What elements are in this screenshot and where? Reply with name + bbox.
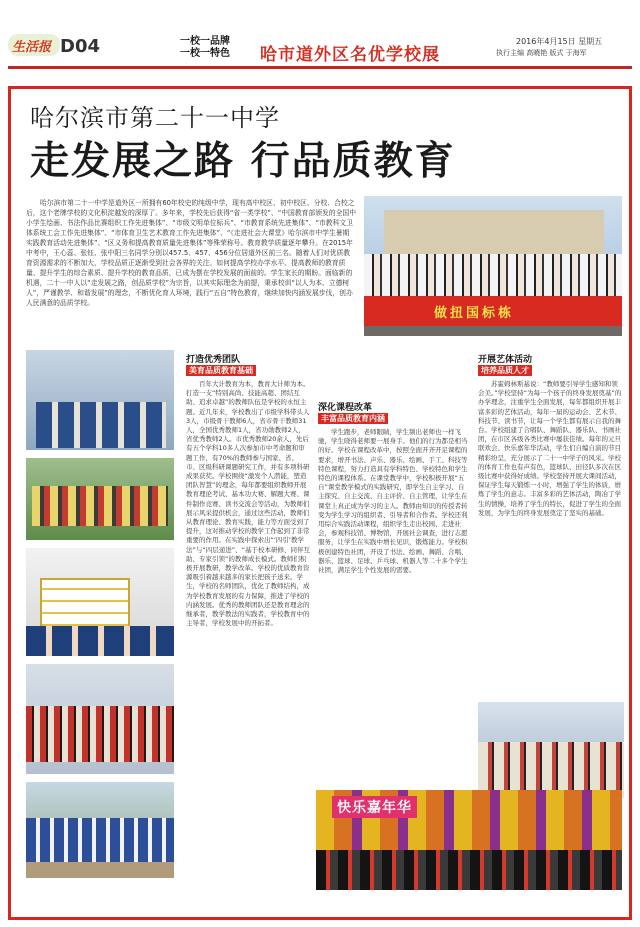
slogan-line-1: 一校一品牌 [180,36,230,47]
photo-detail [32,486,168,526]
column-text-middle-top [318,352,468,398]
issue-date: 2016年4月15日 星期五 [516,37,603,46]
photo-banner [364,296,622,326]
masthead [0,0,640,78]
photo-detail [26,818,174,862]
photo-carnival-stage [316,790,622,890]
column-tag-right: 培养品质人才 [478,365,532,376]
column-tag-middle: 丰富品质教育内涵 [318,413,388,424]
column-heading-middle: 深化课程改革 [318,403,373,413]
photo-banner-text: 做扭国标栋 [434,306,515,321]
photo-detail [26,626,174,656]
photo-board-display [26,548,174,656]
photo-ground [364,326,622,336]
newspaper-logo: 生活报 [12,40,52,55]
photo-outdoor-event [478,702,624,798]
group-photo [364,196,622,336]
photo-detail [26,862,174,878]
photo-tug-of-war [26,782,174,878]
article-title: 走发展之路 行品质教育 [30,139,456,184]
column-text-left: 百年大计教育为本，教育大计师为本。打造一支“特别高尚、技能高超、团结互助、追求卓越”的教师队伍是学校的永恒主题。近几年来，学校教出了市级学科带头人3人，市级骨干教师6人，省市骨干教师31人，全国优秀教师1人，省功勋教师2人，省优秀教师2人。市优秀教师20余人，先后有五个学科10多人次参加市中考命题和审题工作，有70%的教师参与国家、省、市、区级科研课题研究工作，并有多项科研成果获奖。学校围绕“激发个人潜能，塑造团队智慧”的理念，每年都要组织教师开展教育理论考试、基本功大赛、解题大赛、课件制作竞赛、读书交流会等活动，为教师们展示风采提供机会，通过这些活动，教师们从教育理论、教育实践，能力等方面受到了提升，这对推动学校的教学工作起到了非常重要的作用。在实践中探索出“‘四引’教学法”与“四层递进”、“基于校本研修、同伴互助、专家引领”的教师成长模式。教师们积极开展教研，教学改革。学校的优质教育资源吸引着越来越多的家长把孩子送来。学生，学校的名师团队，优化了教师结构，成为学校教育发展的有力保障，推进了学校的内涵发展。优秀的教师团队还是教育理念的继承者，教学教法的实践者，学校教育中的主导者，学校发展中的开拓者。 [186,380,310,628]
editors-credit: 执行主编 高曉艳 版式 于海军 [496,49,587,57]
stage-dancers [316,850,622,890]
photo-students-formation [26,664,174,774]
photo-detail [26,706,174,762]
column-text-middle: 学生跑步，老师眼睛，学生频出老师也一样飞驰，学生晓得老师要一展身手。他们的行为都是相当的好。学校在课程改革中，按照全面开齐开足课程的要求，增开书法、声乐、器乐、绘画、手工、科技等特色课程，努力打造具有学科特色、学校特色和学生特色的课程体系。在课堂教学中，学校积极开展“五自”课堂教学模式的实践研究，即学生自主学习、自主探究、自主交流、自主评价、自主管理，让学生在课堂上真正成为学习的主人。教师由知识的传授者转变为学生学习的组织者、引导者和合作者。学校还利用综合实践活动课程，组织学生走出校园、走进社会，参观科技馆、博物馆，开展社会调查，进行志愿服务，让学生在实践中增长见识，锻炼能力。学校积极创建特色社团，开设了书法、绘画、舞蹈、合唱、器乐、篮球、足球、乒乓球、机器人等二十多个学生社团，满足学生个性发展的需要。 [318,428,468,575]
column-tag-left: 美育品质教育基础 [186,365,256,376]
photo-detail [36,402,166,448]
page-number: D04 [60,36,100,57]
column-heading-left: 打造优秀团队 [186,355,241,365]
slogan-line-2: 一校一特色 [180,48,230,59]
section-title: 哈市道外区名优学校展 [260,45,440,65]
article-subtitle: 哈尔滨市第二十一中学 [30,104,280,132]
photo-outdoor-group [26,458,174,540]
column-heading-right: 开展艺体活动 [478,355,533,365]
photo-classroom [26,350,174,450]
column-text-right: 苏霍姆林斯基说：“教师要引导学生感知和领会美。”学校坚持“为每一个孩子的终身发展奠基”的办学理念，注重学生全面发展，每年都组织开展丰富多彩的艺体活动，每年一届的运动会、艺术节、科技节、读书节，让每一个学生都有展示自我的舞台。学校组建了合唱队、舞蹈队、器乐队、书画社团，在市区各级各类比赛中屡获佳绩。每年的元旦联欢会、快乐嘉年华活动，学生们自编自演的节目精彩纷呈，充分展示了二十一中学子的风采。学校的体育工作也有声有色，篮球队、田径队多次在区级比赛中获得好成绩。学校坚持开展大课间活动，保证学生每天锻炼一小时，增强了学生的体质，磨炼了学生的意志。丰富多彩的艺体活动，陶冶了学生的情操，培养了学生的特长，促进了学生的全面发展，为学生的终身发展奠定了坚实的基础。 [478,380,622,517]
slogan [180,36,230,60]
article-intro: 哈尔滨市第二十一中学是道外区一所拥有60年校史的纯级中学，现有高中校区、初中校区、分校、合校之后，这个老牌学校的文化积淀越发的深厚了。多年来，学校先后获得“省一类学校”、“中国教育部颁发的全国中小学生绘画、书法作品比赛组织工作先进集体”、“市级文明单位标兵”、“市教育系统先进集体”、“市教科文卫体系统工会工作先进集体”、“市体育卫生艺术教育工作先进集体”、“《走进社会大课堂》哈尔滨市中学生暑期实践教育活动先进集体”、“区义务和提高教育质量先进集体”等殊荣称号。教育教学质量逐年攀升。在2015年中考中，王心蕊、张钰、张中阳三名同学分别以457.5、457、456分位居道外区前三名。随着人们对优质教育资源需求的不断加大，学校品质正逐渐受到社会各界的关注。如何提高学校办学水平、提高教师的教育质量、提升学生的综合素质、提升学校的教育品质，已成为摆在学校发展的面前的。学生家长的期盼。面临新的机遇，二十一中人以“走发展之路，创品质学校”为宗旨，以其实际理念为前提，秉承校训“以人为本、立德树人”，严谨教学、和谐发展”的理念，不断优化育人环境，践行“五自”特色教育，继续加快内涵发展步伐，创办人民满意的品质学校。 [26,199,356,307]
carnival-sign: 快乐嘉年华 [332,796,417,818]
masthead-divider [8,66,632,69]
